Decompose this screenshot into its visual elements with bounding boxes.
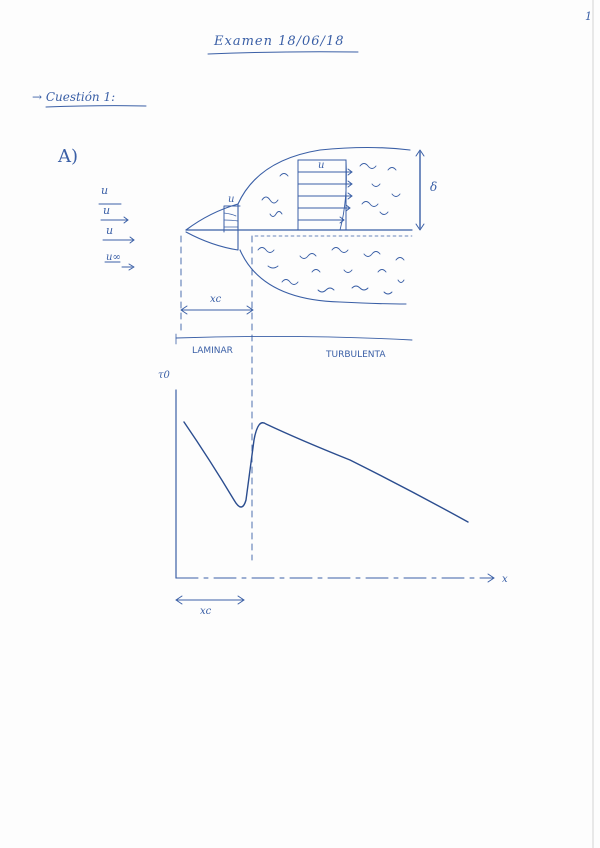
question-label: → Cuestión 1: (32, 90, 116, 104)
turbulent-velocity-profile (298, 160, 352, 230)
legend-label-4: u∞ (106, 252, 121, 263)
y-axis-label: τ0 (158, 370, 170, 381)
exam-title: Examen 18/06/18 (214, 34, 345, 49)
question-underline (46, 106, 146, 107)
turbulent-profile-label: u (318, 160, 325, 171)
legend-label-1: u (101, 184, 109, 197)
x-axis-label: x (502, 574, 508, 585)
legend-label-2: u (103, 204, 111, 217)
thickness-label: δ (430, 180, 438, 194)
laminar-profile-label: u (228, 194, 235, 205)
xc-label-top: xc (210, 294, 222, 305)
title-underline (208, 52, 358, 54)
turbulent-label: TURBULENTA (326, 350, 386, 360)
legend-label-3: u (106, 224, 114, 237)
lower-boundary-edge (240, 250, 406, 304)
wall-shear-curve (184, 422, 468, 522)
page-number: 1 (585, 10, 592, 23)
laminar-label: LAMINAR (192, 346, 233, 356)
xc-label-bottom: xc (200, 606, 212, 617)
turbulence-squiggles (258, 164, 404, 295)
part-label: A) (58, 146, 79, 167)
regime-separator (176, 336, 412, 340)
